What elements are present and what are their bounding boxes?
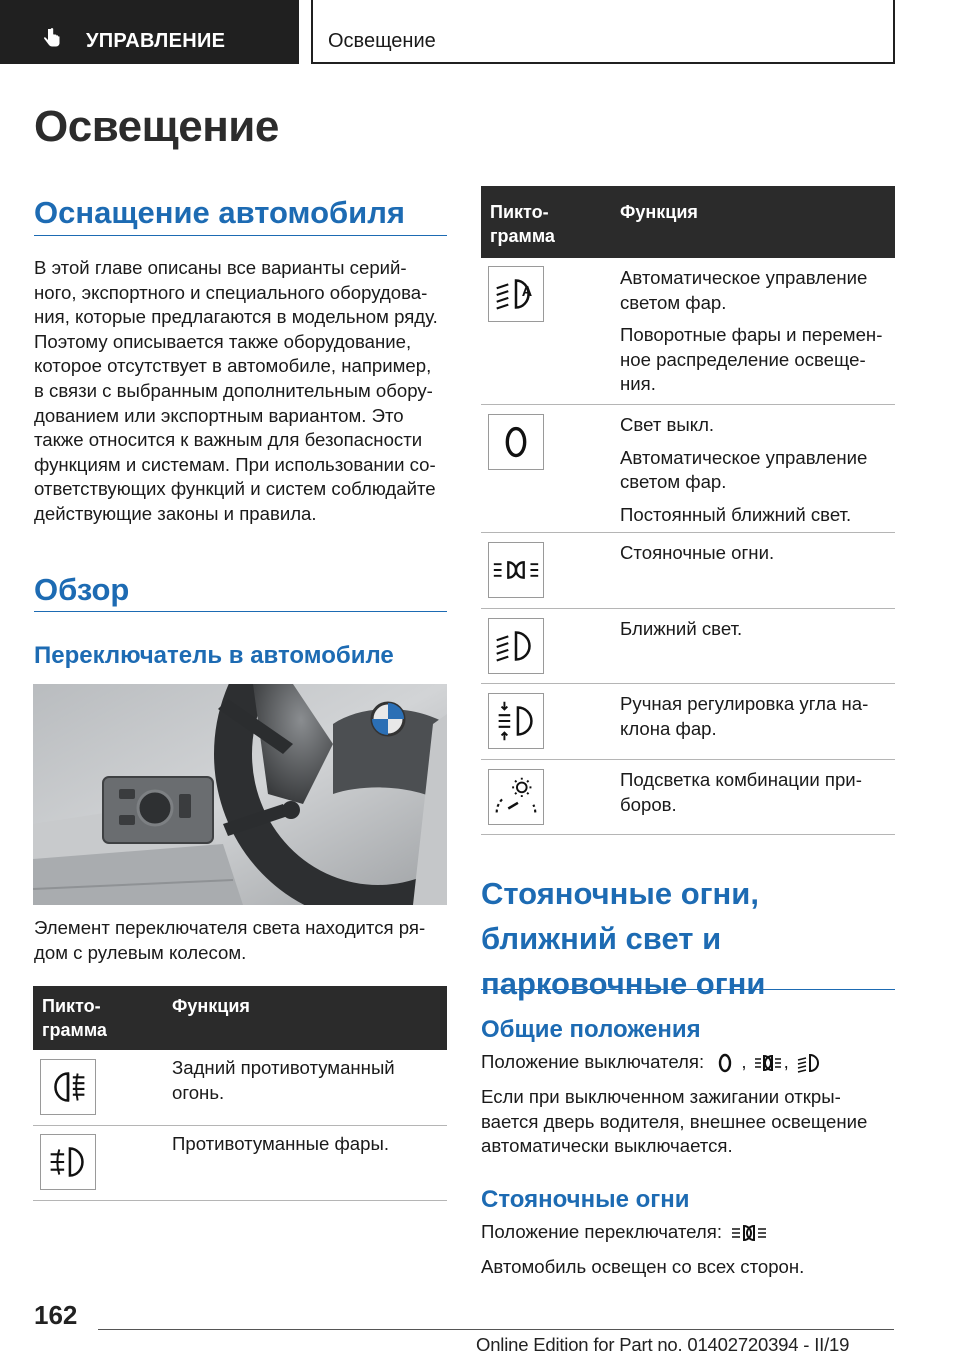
row-text bbox=[620, 692, 892, 749]
front-fog-light-icon bbox=[40, 1134, 96, 1190]
footer-rule bbox=[98, 1329, 894, 1330]
chapter-label: Освещение bbox=[328, 30, 436, 52]
col-pictogram: Пикто- грамма bbox=[42, 996, 107, 1040]
col-function: Функция bbox=[620, 202, 698, 222]
switch-subheading: Переключатель в автомобиле bbox=[34, 642, 394, 669]
row-text bbox=[620, 541, 892, 574]
general-heading: Общие положения bbox=[481, 1016, 701, 1043]
overview-heading: Обзор bbox=[34, 572, 130, 607]
row-text bbox=[620, 617, 892, 650]
function-text: Постоянный ближний свет. bbox=[620, 503, 852, 525]
separator: , bbox=[783, 1051, 789, 1072]
table-header bbox=[481, 186, 895, 258]
low-beam-icon bbox=[488, 618, 544, 674]
headlight-range-icon bbox=[488, 693, 544, 749]
function-text: Поворотные фары и перемен- ное распределение освеще- ния. bbox=[620, 324, 883, 395]
hand-pointer-icon bbox=[40, 26, 64, 50]
page-title: Освещение bbox=[34, 102, 279, 151]
table-row bbox=[481, 760, 895, 835]
parking-switch-line bbox=[481, 1220, 897, 1246]
parking-light-icon bbox=[729, 1220, 769, 1246]
function-text: Свет выкл. bbox=[620, 414, 715, 435]
general-text: Если при выключенном зажигании откры- вается дверь водителя, внешнее освещение автоматически выключается. bbox=[481, 1086, 868, 1157]
parking-light-icon bbox=[488, 542, 544, 598]
row-text bbox=[620, 768, 892, 825]
parking-lights-heading: Стояночные огни bbox=[481, 1186, 690, 1213]
parking-switch-label: Положение переключателя: bbox=[481, 1221, 722, 1242]
table-row bbox=[481, 684, 895, 760]
table-row bbox=[481, 609, 895, 684]
separator: , bbox=[741, 1051, 747, 1072]
instrument-lighting-icon bbox=[488, 769, 544, 825]
table-row bbox=[481, 533, 895, 609]
function-text: Подсветка комбинации при- боров. bbox=[620, 769, 862, 815]
parking-text: Автомобиль освещен со всех сторон. bbox=[481, 1256, 805, 1277]
function-text: Автоматическое управление светом фар. bbox=[620, 446, 868, 493]
chapter-box[interactable] bbox=[311, 0, 895, 64]
heading-rule bbox=[34, 611, 447, 612]
switch-positions-label: Положение выключателя: bbox=[481, 1051, 705, 1072]
svg-text:A: A bbox=[521, 283, 533, 300]
light-off-icon bbox=[711, 1050, 739, 1076]
function-text: Ближний свет. bbox=[620, 618, 743, 639]
section-label: УПРАВЛЕНИЕ bbox=[86, 30, 226, 52]
heading-rule bbox=[481, 989, 895, 990]
right-pictogram-table bbox=[481, 186, 895, 835]
left-pictogram-table bbox=[33, 986, 447, 1201]
edition-text: Online Edition for Part no. 01402720394 - II/19 bbox=[476, 1334, 850, 1355]
table-row bbox=[33, 1126, 447, 1201]
function-text: Противотуманные фары. bbox=[172, 1133, 389, 1154]
switch-positions-line bbox=[481, 1050, 897, 1076]
light-switch-photo bbox=[33, 684, 447, 905]
light-off-icon bbox=[488, 414, 544, 470]
table-row bbox=[481, 258, 895, 405]
equipment-text: В этой главе описаны все варианты серий- ного, экспортного и специального оборудова- ния, которые предлагаются в модельном ряду. Поэтому описывается также оборудование, которое отсутствует в автомобиле, например, в связи с выбранным дополнительным обору- дованием или экспортным вариантом. Это также относится к важным для безопасности функциям и системам. При использовании со- ответствующих функций и систем соблюдайте действующие законы и правила. bbox=[34, 257, 438, 524]
table-row bbox=[481, 405, 895, 533]
page-number: 162 bbox=[34, 1300, 78, 1330]
table-row bbox=[33, 1050, 447, 1126]
function-text: Стояночные огни. bbox=[620, 542, 775, 563]
parking-section-heading: Стояночные огни, ближний свет и парковочные огни bbox=[481, 876, 766, 1001]
row-text bbox=[620, 266, 892, 405]
rear-fog-light-icon bbox=[40, 1059, 96, 1115]
row-text bbox=[172, 1132, 442, 1165]
function-text: Задний противотуманный огонь. bbox=[172, 1057, 395, 1103]
col-pictogram: Пикто- грамма bbox=[490, 202, 555, 246]
function-text: Автоматическое управление светом фар. bbox=[620, 267, 868, 313]
row-text bbox=[172, 1056, 442, 1113]
function-text: Ручная регулировка угла на- клона фар. bbox=[620, 693, 869, 739]
auto-headlight-icon bbox=[488, 266, 544, 322]
row-text bbox=[620, 413, 892, 535]
switch-caption: Элемент переключателя света находится ря- дом с рулевым колесом. bbox=[34, 917, 426, 963]
low-beam-icon bbox=[796, 1050, 824, 1076]
parking-light-icon bbox=[754, 1050, 782, 1076]
section-tab[interactable] bbox=[0, 0, 299, 64]
equipment-heading: Оснащение автомобиля bbox=[34, 195, 405, 230]
col-function: Функция bbox=[172, 996, 250, 1016]
heading-rule bbox=[34, 235, 447, 236]
table-header bbox=[33, 986, 447, 1050]
